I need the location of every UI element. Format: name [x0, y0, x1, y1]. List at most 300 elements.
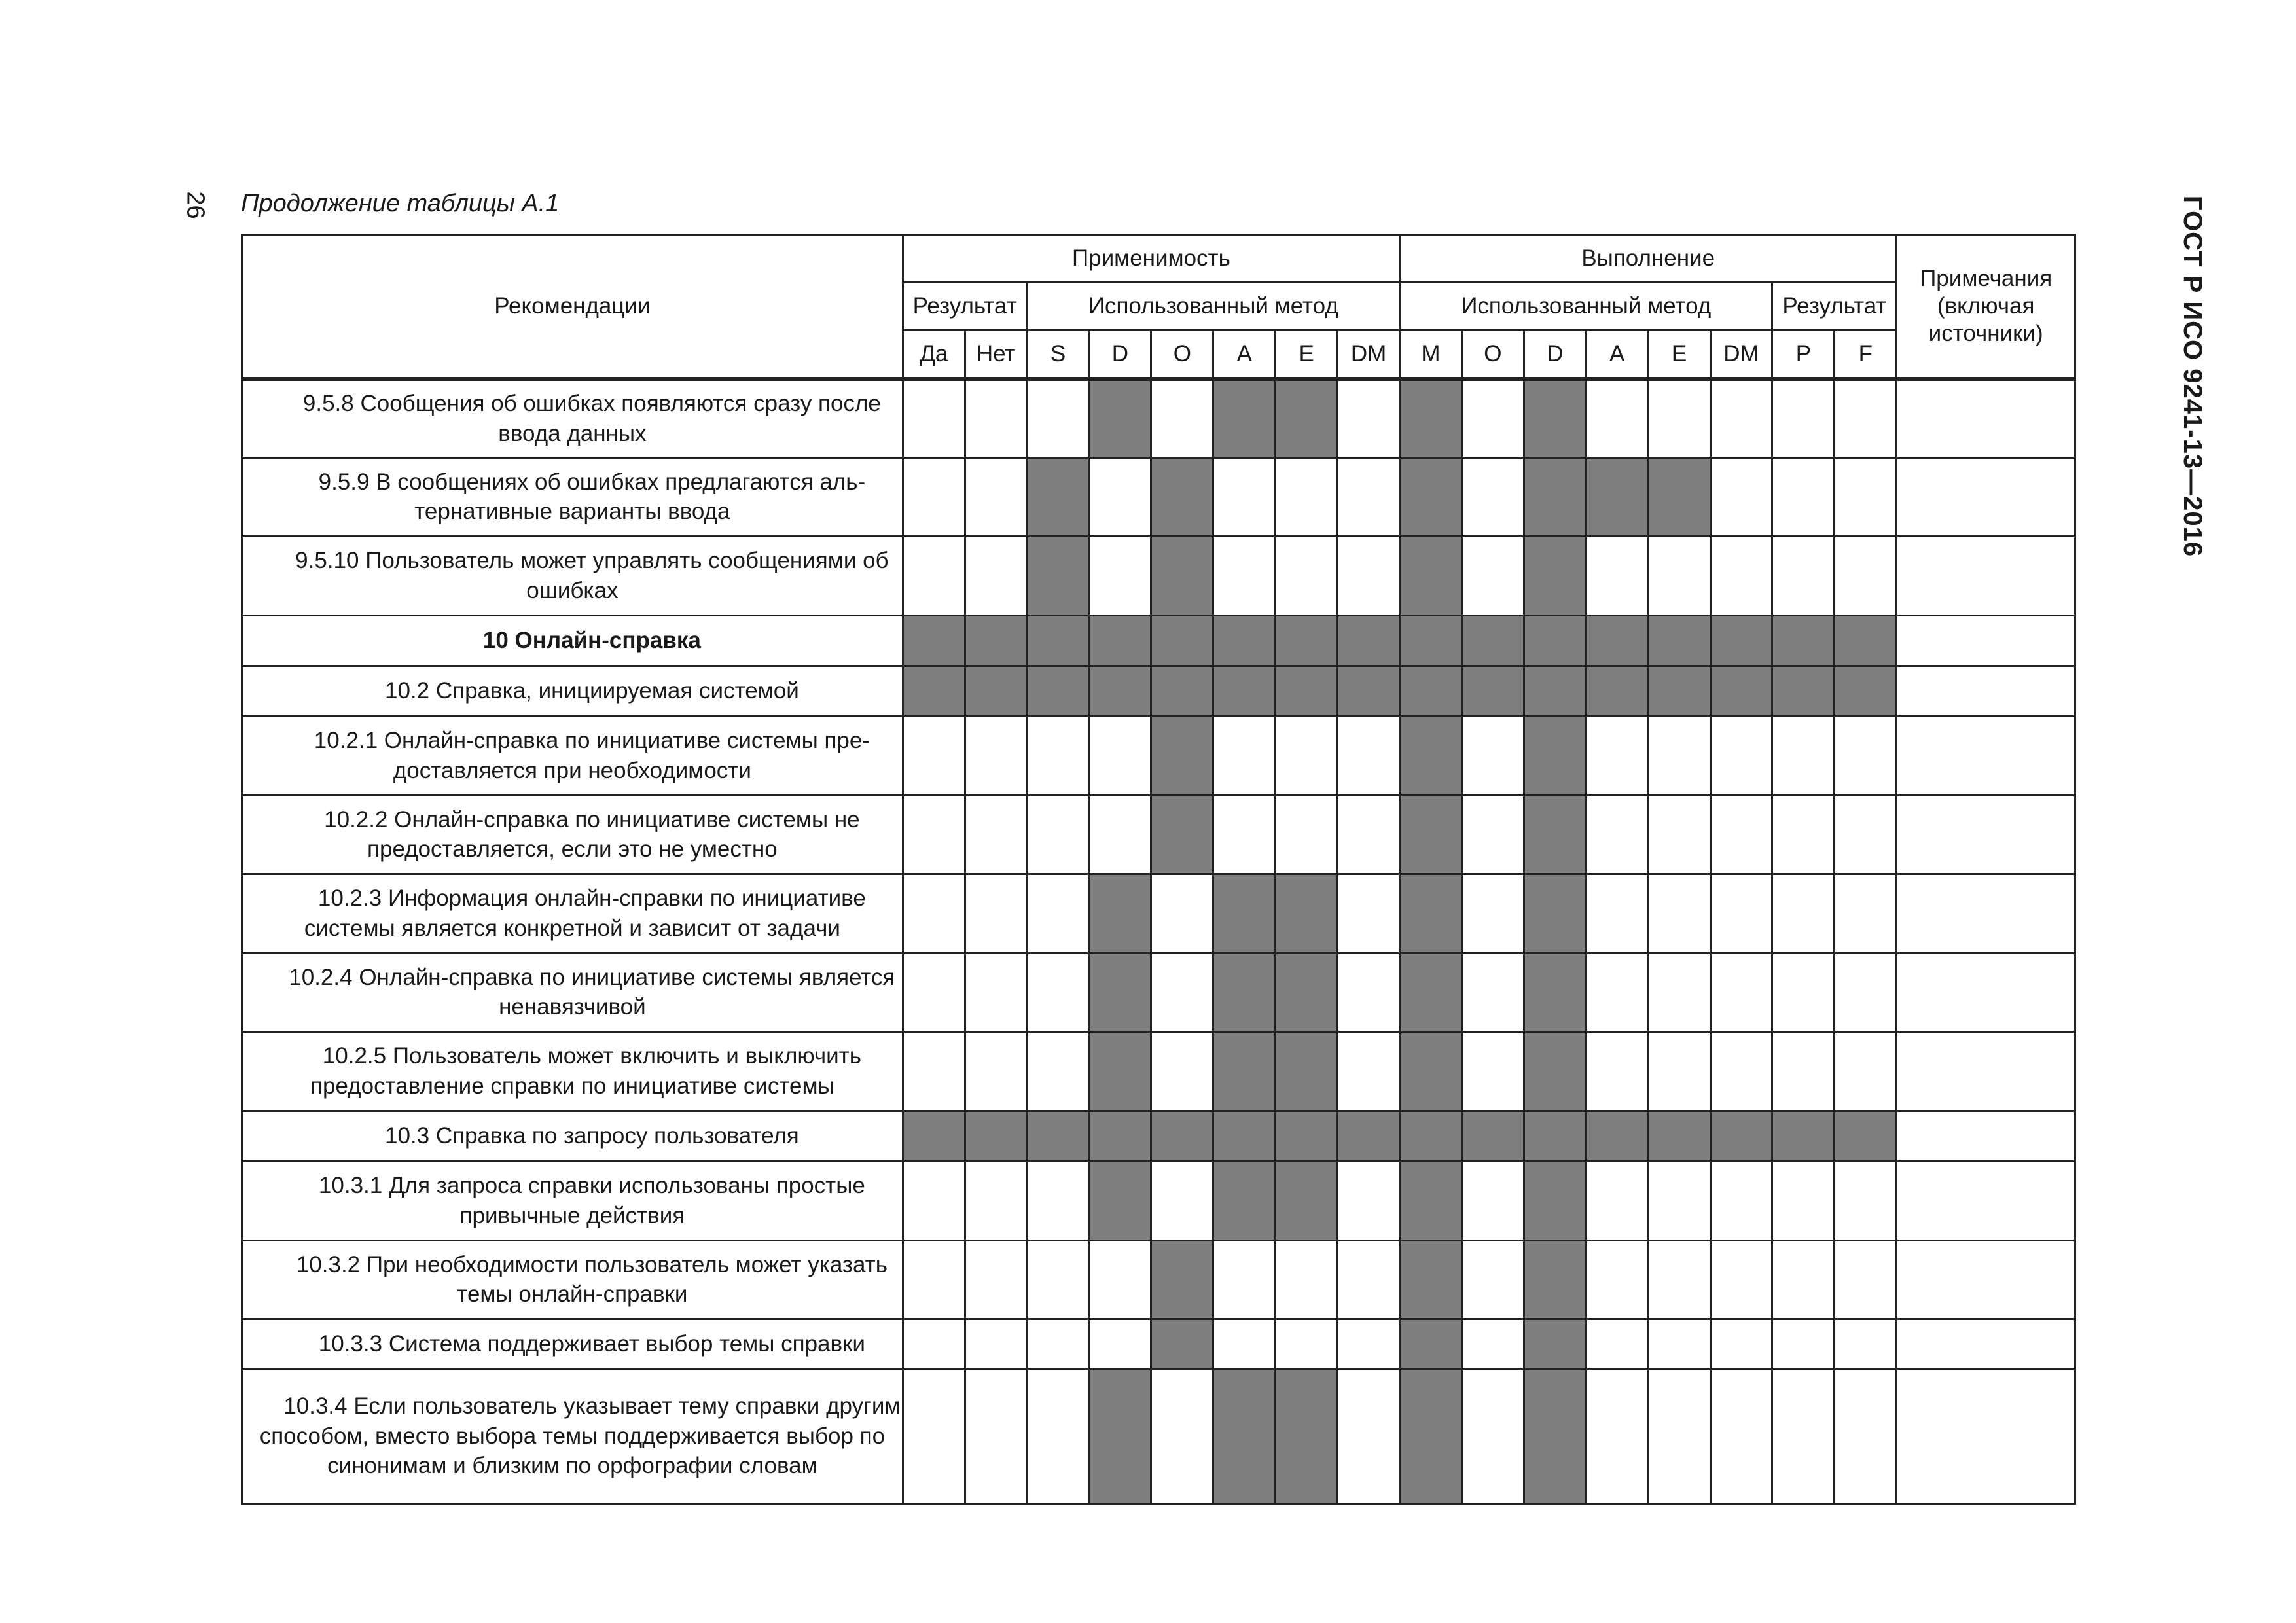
recommendation-cell	[242, 1031, 903, 1111]
empty-cell	[1648, 1369, 1710, 1503]
header-execution-method: Использованный метод	[1400, 283, 1772, 330]
column-header: D	[1524, 330, 1586, 380]
recommendation-cell	[242, 1240, 903, 1319]
empty-cell	[1213, 536, 1276, 615]
notes-cell	[1897, 1319, 2075, 1369]
empty-cell	[1648, 795, 1710, 874]
shaded-cell	[1586, 666, 1648, 716]
column-header: Нет	[965, 330, 1027, 380]
empty-cell	[1710, 1031, 1772, 1111]
header-notes-line-2: (включая	[1937, 293, 2035, 319]
empty-cell	[1027, 1369, 1089, 1503]
table-caption: Продолжение таблицы А.1	[241, 190, 560, 217]
empty-cell	[1151, 1031, 1213, 1111]
notes-cell	[1897, 1111, 2075, 1161]
recommendation-cell	[242, 953, 903, 1031]
empty-cell	[1835, 379, 1897, 457]
recommendation-cell	[242, 615, 903, 666]
empty-cell	[1027, 874, 1089, 953]
recommendation-cell	[242, 457, 903, 536]
empty-cell	[1338, 1319, 1400, 1369]
empty-cell	[1462, 379, 1524, 457]
shaded-cell	[1400, 1111, 1462, 1161]
notes-cell	[1897, 1240, 2075, 1319]
empty-cell	[1586, 1031, 1648, 1111]
shaded-cell	[1089, 1111, 1151, 1161]
empty-cell	[1586, 795, 1648, 874]
shaded-cell	[1524, 1319, 1586, 1369]
shaded-cell	[1276, 1369, 1338, 1503]
column-header: A	[1213, 330, 1276, 380]
empty-cell	[903, 457, 965, 536]
shaded-cell	[1400, 1161, 1462, 1240]
empty-cell	[1648, 1161, 1710, 1240]
shaded-cell	[1772, 666, 1835, 716]
recommendation-text: 10.2.2 Онлайн-справка по инициативе системы не предоставляется, если это не уместно	[324, 806, 860, 862]
shaded-cell	[1400, 457, 1462, 536]
empty-cell	[1835, 1031, 1897, 1111]
table-row	[242, 1031, 2075, 1111]
shaded-cell	[1089, 379, 1151, 457]
empty-cell	[1710, 379, 1772, 457]
empty-cell	[1586, 1319, 1648, 1369]
table-row	[242, 536, 2075, 615]
empty-cell	[1586, 1161, 1648, 1240]
empty-cell	[1648, 874, 1710, 953]
notes-cell	[1897, 874, 2075, 953]
shaded-cell	[903, 615, 965, 666]
notes-cell	[1897, 1031, 2075, 1111]
empty-cell	[903, 1319, 965, 1369]
empty-cell	[1648, 536, 1710, 615]
shaded-cell	[1213, 953, 1276, 1031]
header-applicability-method: Использованный метод	[1027, 283, 1399, 330]
recommendation-text: 9.5.8 Сообщения об ошибках появляются сразу после ввода данных	[302, 391, 881, 446]
table-body	[242, 379, 2075, 1503]
empty-cell	[1648, 379, 1710, 457]
empty-cell	[1276, 716, 1338, 795]
notes-cell	[1897, 795, 2075, 874]
shaded-cell	[1400, 1031, 1462, 1111]
shaded-cell	[1213, 666, 1276, 716]
empty-cell	[1710, 1161, 1772, 1240]
empty-cell	[1772, 1161, 1835, 1240]
shaded-cell	[965, 615, 1027, 666]
shaded-cell	[965, 1111, 1027, 1161]
table-row	[242, 795, 2075, 874]
empty-cell	[1710, 536, 1772, 615]
checklist-table	[241, 234, 2076, 1505]
empty-cell	[1835, 874, 1897, 953]
header-execution: Выполнение	[1400, 235, 1897, 283]
shaded-cell	[1400, 666, 1462, 716]
shaded-cell	[965, 666, 1027, 716]
notes-cell	[1897, 666, 2075, 716]
recommendation-text: 9.5.10 Пользователь может управлять сообщениями об ошибках	[295, 548, 889, 603]
table-row	[242, 1240, 2075, 1319]
empty-cell	[1648, 953, 1710, 1031]
column-header: E	[1276, 330, 1338, 380]
document-code: ГОСТ Р ИСО 9241-13—2016	[2178, 195, 2207, 558]
empty-cell	[1089, 1319, 1151, 1369]
shaded-cell	[1151, 716, 1213, 795]
empty-cell	[1772, 795, 1835, 874]
shaded-cell	[1338, 615, 1400, 666]
empty-cell	[1462, 795, 1524, 874]
recommendation-cell	[242, 1319, 903, 1369]
empty-cell	[1835, 1161, 1897, 1240]
recommendation-cell	[242, 1369, 903, 1503]
empty-cell	[965, 1319, 1027, 1369]
empty-cell	[1027, 1161, 1089, 1240]
shaded-cell	[903, 1111, 965, 1161]
recommendation-cell	[242, 1161, 903, 1240]
column-header: E	[1648, 330, 1710, 380]
empty-cell	[1710, 1369, 1772, 1503]
empty-cell	[1710, 795, 1772, 874]
empty-cell	[965, 1031, 1027, 1111]
recommendation-cell	[242, 666, 903, 716]
empty-cell	[1089, 1240, 1151, 1319]
notes-cell	[1897, 536, 2075, 615]
shaded-cell	[1524, 795, 1586, 874]
column-header: DM	[1338, 330, 1400, 380]
empty-cell	[1462, 1031, 1524, 1111]
shaded-cell	[1151, 536, 1213, 615]
recommendation-cell	[242, 536, 903, 615]
table-row	[242, 615, 2075, 666]
empty-cell	[1648, 1031, 1710, 1111]
empty-cell	[1772, 874, 1835, 953]
recommendation-text: 10.2 Справка, инициируемая системой	[385, 677, 799, 704]
empty-cell	[1772, 716, 1835, 795]
shaded-cell	[1089, 1161, 1151, 1240]
shaded-cell	[1524, 1369, 1586, 1503]
shaded-cell	[1462, 615, 1524, 666]
shaded-cell	[1027, 1111, 1089, 1161]
empty-cell	[1213, 795, 1276, 874]
shaded-cell	[1648, 457, 1710, 536]
empty-cell	[1835, 953, 1897, 1031]
table-row	[242, 716, 2075, 795]
shaded-cell	[1524, 615, 1586, 666]
recommendation-text: 9.5.9 В сообщениях об ошибках предлагаются альтернативные варианты ввода	[318, 469, 866, 524]
empty-cell	[1586, 536, 1648, 615]
empty-cell	[1338, 1240, 1400, 1319]
header-applicability-result: Результат	[903, 283, 1027, 330]
column-header: D	[1089, 330, 1151, 380]
empty-cell	[1338, 536, 1400, 615]
empty-cell	[1151, 379, 1213, 457]
shaded-cell	[1524, 1240, 1586, 1319]
empty-cell	[1462, 1161, 1524, 1240]
empty-cell	[1027, 953, 1089, 1031]
table-row	[242, 874, 2075, 953]
empty-cell	[903, 536, 965, 615]
notes-cell	[1897, 1369, 2075, 1503]
notes-cell	[1897, 716, 2075, 795]
shaded-cell	[1400, 1369, 1462, 1503]
empty-cell	[1835, 1319, 1897, 1369]
shaded-cell	[1276, 1111, 1338, 1161]
shaded-cell	[1213, 1161, 1276, 1240]
empty-cell	[1276, 536, 1338, 615]
shaded-cell	[1151, 457, 1213, 536]
recommendation-text: 10.2.5 Пользователь может включить и выключить предоставление справки по инициативе системы	[310, 1043, 861, 1099]
shaded-cell	[1772, 1111, 1835, 1161]
empty-cell	[1027, 1240, 1089, 1319]
empty-cell	[1648, 716, 1710, 795]
empty-cell	[903, 1031, 965, 1111]
shaded-cell	[1276, 953, 1338, 1031]
shaded-cell	[1089, 874, 1151, 953]
header-notes-line-1: Примечания	[1920, 266, 2053, 291]
empty-cell	[1338, 457, 1400, 536]
empty-cell	[1586, 379, 1648, 457]
empty-cell	[1151, 1161, 1213, 1240]
shaded-cell	[903, 666, 965, 716]
shaded-cell	[1213, 379, 1276, 457]
shaded-cell	[1400, 379, 1462, 457]
shaded-cell	[1151, 1111, 1213, 1161]
shaded-cell	[1151, 795, 1213, 874]
empty-cell	[1835, 457, 1897, 536]
recommendation-cell	[242, 874, 903, 953]
empty-cell	[1276, 1240, 1338, 1319]
empty-cell	[1462, 536, 1524, 615]
shaded-cell	[1089, 1369, 1151, 1503]
empty-cell	[1338, 1369, 1400, 1503]
empty-cell	[1710, 953, 1772, 1031]
recommendation-cell	[242, 716, 903, 795]
empty-cell	[1835, 1240, 1897, 1319]
table-row	[242, 666, 2075, 716]
empty-cell	[965, 536, 1027, 615]
empty-cell	[1151, 953, 1213, 1031]
column-header: O	[1462, 330, 1524, 380]
empty-cell	[1338, 716, 1400, 795]
shaded-cell	[1213, 1111, 1276, 1161]
shaded-cell	[1027, 536, 1089, 615]
empty-cell	[1338, 1031, 1400, 1111]
empty-cell	[1462, 953, 1524, 1031]
empty-cell	[965, 379, 1027, 457]
empty-cell	[903, 716, 965, 795]
table-row	[242, 1111, 2075, 1161]
empty-cell	[1151, 1369, 1213, 1503]
shaded-cell	[1027, 666, 1089, 716]
column-header: S	[1027, 330, 1089, 380]
empty-cell	[965, 953, 1027, 1031]
shaded-cell	[1462, 666, 1524, 716]
empty-cell	[965, 1369, 1027, 1503]
notes-cell	[1897, 379, 2075, 457]
column-header: Да	[903, 330, 965, 380]
shaded-cell	[1710, 666, 1772, 716]
shaded-cell	[1089, 666, 1151, 716]
recommendation-text: 10.3.4 Если пользователь указывает тему справки другим способом, вместо выбора темы поддерживается выбор по синонимам и близким по орфографии словам	[259, 1393, 901, 1479]
table-row	[242, 1161, 2075, 1240]
empty-cell	[1710, 1319, 1772, 1369]
empty-cell	[1710, 874, 1772, 953]
header-execution-result: Результат	[1772, 283, 1897, 330]
shaded-cell	[1151, 1240, 1213, 1319]
empty-cell	[1089, 716, 1151, 795]
empty-cell	[965, 457, 1027, 536]
empty-cell	[1462, 1240, 1524, 1319]
empty-cell	[1648, 1240, 1710, 1319]
recommendation-text: 10.3 Справка по запросу пользователя	[384, 1122, 799, 1149]
shaded-cell	[1027, 615, 1089, 666]
shaded-cell	[1524, 1161, 1586, 1240]
shaded-cell	[1400, 536, 1462, 615]
shaded-cell	[1648, 615, 1710, 666]
shaded-cell	[1338, 666, 1400, 716]
empty-cell	[1586, 874, 1648, 953]
recommendation-text: 10 Онлайн-справка	[482, 627, 701, 653]
empty-cell	[1710, 1240, 1772, 1319]
table-row	[242, 1319, 2075, 1369]
empty-cell	[1586, 953, 1648, 1031]
shaded-cell	[1835, 615, 1897, 666]
table-row	[242, 953, 2075, 1031]
empty-cell	[1772, 1369, 1835, 1503]
header-notes-line-3: источники)	[1928, 321, 2043, 346]
header-recommendations: Рекомендации	[242, 235, 903, 380]
shaded-cell	[1213, 615, 1276, 666]
empty-cell	[1835, 1369, 1897, 1503]
empty-cell	[1710, 716, 1772, 795]
empty-cell	[1772, 953, 1835, 1031]
column-header: P	[1772, 330, 1835, 380]
empty-cell	[1772, 1319, 1835, 1369]
page-number: 26	[181, 191, 209, 219]
empty-cell	[1276, 1319, 1338, 1369]
empty-cell	[1772, 457, 1835, 536]
empty-cell	[1772, 379, 1835, 457]
shaded-cell	[1027, 457, 1089, 536]
empty-cell	[1462, 874, 1524, 953]
shaded-cell	[1089, 953, 1151, 1031]
empty-cell	[1338, 379, 1400, 457]
empty-cell	[1338, 1161, 1400, 1240]
empty-cell	[1772, 1031, 1835, 1111]
empty-cell	[1648, 1319, 1710, 1369]
empty-cell	[1462, 1369, 1524, 1503]
notes-cell	[1897, 457, 2075, 536]
empty-cell	[965, 795, 1027, 874]
empty-cell	[903, 379, 965, 457]
empty-cell	[1276, 795, 1338, 874]
empty-cell	[1213, 457, 1276, 536]
empty-cell	[1462, 716, 1524, 795]
shaded-cell	[1400, 953, 1462, 1031]
column-header: M	[1400, 330, 1462, 380]
table-header	[242, 235, 2075, 380]
empty-cell	[1772, 1240, 1835, 1319]
empty-cell	[903, 795, 965, 874]
empty-cell	[1027, 1031, 1089, 1111]
shaded-cell	[1276, 666, 1338, 716]
shaded-cell	[1213, 1031, 1276, 1111]
empty-cell	[903, 1161, 965, 1240]
column-header: A	[1586, 330, 1648, 380]
notes-cell	[1897, 953, 2075, 1031]
shaded-cell	[1772, 615, 1835, 666]
empty-cell	[1835, 536, 1897, 615]
empty-cell	[1151, 874, 1213, 953]
shaded-cell	[1710, 615, 1772, 666]
shaded-cell	[1524, 457, 1586, 536]
shaded-cell	[1586, 1111, 1648, 1161]
shaded-cell	[1835, 1111, 1897, 1161]
shaded-cell	[1710, 1111, 1772, 1161]
shaded-cell	[1151, 666, 1213, 716]
notes-cell	[1897, 1161, 2075, 1240]
shaded-cell	[1276, 615, 1338, 666]
shaded-cell	[1276, 1031, 1338, 1111]
shaded-cell	[1089, 615, 1151, 666]
shaded-cell	[1400, 716, 1462, 795]
recommendation-cell	[242, 379, 903, 457]
shaded-cell	[1400, 1319, 1462, 1369]
column-header: DM	[1710, 330, 1772, 380]
empty-cell	[1027, 795, 1089, 874]
shaded-cell	[1586, 615, 1648, 666]
recommendation-text: 10.3.3 Система поддерживает выбор темы справки	[318, 1330, 865, 1357]
empty-cell	[1462, 1319, 1524, 1369]
empty-cell	[1213, 716, 1276, 795]
empty-cell	[1027, 379, 1089, 457]
recommendation-text: 10.3.1 Для запроса справки использованы простые привычные действия	[318, 1173, 865, 1228]
shaded-cell	[1400, 615, 1462, 666]
empty-cell	[965, 874, 1027, 953]
empty-cell	[903, 874, 965, 953]
empty-cell	[1772, 536, 1835, 615]
empty-cell	[903, 1240, 965, 1319]
empty-cell	[1835, 716, 1897, 795]
table-row	[242, 457, 2075, 536]
empty-cell	[1027, 716, 1089, 795]
empty-cell	[965, 1240, 1027, 1319]
empty-cell	[1027, 1319, 1089, 1369]
empty-cell	[1276, 457, 1338, 536]
shaded-cell	[1276, 379, 1338, 457]
shaded-cell	[1524, 716, 1586, 795]
header-applicability: Применимость	[903, 235, 1399, 283]
column-header: O	[1151, 330, 1213, 380]
empty-cell	[965, 1161, 1027, 1240]
table-row	[242, 1369, 2075, 1503]
empty-cell	[1089, 795, 1151, 874]
shaded-cell	[1213, 1369, 1276, 1503]
shaded-cell	[1400, 795, 1462, 874]
empty-cell	[1586, 1240, 1648, 1319]
empty-cell	[903, 953, 965, 1031]
column-header: F	[1835, 330, 1897, 380]
shaded-cell	[1524, 1111, 1586, 1161]
empty-cell	[1338, 953, 1400, 1031]
shaded-cell	[1338, 1111, 1400, 1161]
shaded-cell	[1648, 666, 1710, 716]
shaded-cell	[1213, 874, 1276, 953]
shaded-cell	[1524, 379, 1586, 457]
empty-cell	[965, 716, 1027, 795]
shaded-cell	[1524, 953, 1586, 1031]
recommendation-text: 10.3.2 При необходимости пользователь может указать темы онлайн-справки	[296, 1251, 888, 1307]
empty-cell	[1338, 795, 1400, 874]
empty-cell	[1462, 457, 1524, 536]
